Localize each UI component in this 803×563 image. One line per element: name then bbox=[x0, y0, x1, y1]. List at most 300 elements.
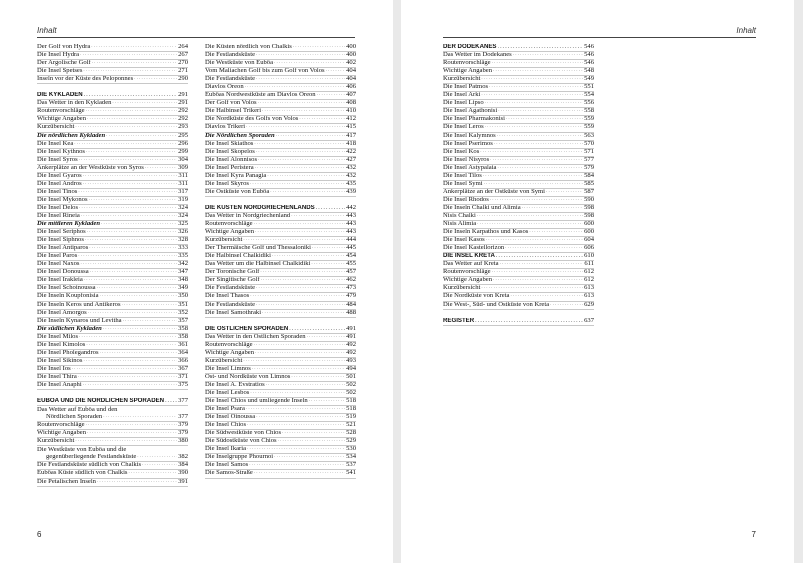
toc-entry-title: Die Halbinsel Chalkidiki bbox=[205, 253, 271, 260]
toc-entry-title: Die Insel Astypalaia bbox=[443, 164, 497, 171]
toc-page-number: 335 bbox=[178, 253, 188, 260]
toc-entry bbox=[205, 68, 356, 76]
toc-entry bbox=[205, 237, 356, 245]
header-rule bbox=[443, 37, 756, 38]
toc-section-heading bbox=[37, 92, 188, 100]
toc-page-number: 598 bbox=[584, 212, 594, 219]
dot-leader bbox=[261, 277, 346, 284]
toc-entry-title: Kurzübersicht bbox=[37, 438, 75, 445]
toc-entry-title: Die Insel Pholegandros bbox=[37, 349, 99, 356]
toc-page-number: 347 bbox=[178, 269, 188, 276]
dot-leader bbox=[485, 100, 583, 107]
toc-page-number: 402 bbox=[346, 60, 356, 67]
dot-leader bbox=[311, 261, 345, 268]
toc-entry bbox=[205, 285, 356, 293]
toc-page-number: 613 bbox=[584, 285, 594, 292]
toc-entry-title: Die Inseln Chalki und Alimia bbox=[443, 204, 521, 211]
dot-leader bbox=[496, 253, 583, 260]
dot-leader bbox=[492, 269, 584, 276]
toc-section-heading bbox=[205, 205, 356, 213]
toc-entry bbox=[205, 374, 356, 382]
dot-leader bbox=[78, 374, 177, 381]
dot-leader bbox=[84, 92, 177, 99]
toc-entry-title: Der Singitische Golf bbox=[205, 277, 260, 284]
toc-entry-title: Euböas Küste südlich von Chalkis bbox=[37, 470, 128, 477]
dot-leader bbox=[80, 52, 177, 59]
toc-entry-title: Die Insel Kastellorizon bbox=[443, 245, 505, 252]
section-spacer bbox=[205, 197, 356, 205]
dot-leader bbox=[266, 382, 345, 389]
toc-entry-title: Die Insel Kea bbox=[37, 140, 74, 147]
toc-page-number: 559 bbox=[584, 116, 594, 123]
toc-page-number: 293 bbox=[178, 124, 188, 131]
toc-page-number: 579 bbox=[584, 164, 594, 171]
page-number: 7 bbox=[751, 530, 756, 539]
toc-page-number: 584 bbox=[584, 172, 594, 179]
toc-page-number: 442 bbox=[346, 204, 356, 211]
toc-entry bbox=[37, 438, 188, 446]
toc-entry-title: Die Insel Pharmakonisi bbox=[443, 116, 505, 123]
toc-entry bbox=[37, 302, 188, 310]
dot-leader bbox=[75, 124, 177, 131]
toc-entry bbox=[205, 462, 356, 470]
toc-entry-title: Die nördlichen Kykladen bbox=[37, 132, 106, 139]
toc-entry bbox=[205, 189, 356, 197]
toc-entry-title: Die Insel Pserimos bbox=[443, 140, 493, 147]
toc-page-number: 612 bbox=[584, 277, 594, 284]
dot-leader bbox=[256, 52, 345, 59]
toc-entry-title: DIE INSEL KRETA bbox=[443, 253, 495, 260]
toc-entry bbox=[205, 213, 356, 221]
dot-leader bbox=[481, 285, 583, 292]
toc-page-number: 377 bbox=[178, 398, 188, 405]
toc-entry bbox=[37, 430, 188, 438]
toc-entry bbox=[443, 277, 594, 285]
toc-page-number: 418 bbox=[346, 140, 356, 147]
dot-leader bbox=[137, 454, 177, 461]
toc-page-number: 502 bbox=[346, 390, 356, 397]
toc-entry-title: Die Insel Schoinoussa bbox=[37, 285, 96, 292]
toc-entry bbox=[443, 221, 594, 229]
dot-leader bbox=[282, 430, 345, 437]
toc-section-heading bbox=[443, 44, 594, 52]
toc-page-number: 380 bbox=[178, 438, 188, 445]
toc-page-number: 415 bbox=[346, 124, 356, 131]
dot-leader bbox=[477, 221, 583, 228]
toc-entry-title: Die Insel Samos bbox=[205, 462, 249, 469]
toc-entry bbox=[37, 181, 188, 189]
dot-leader bbox=[258, 157, 345, 164]
toc-entry bbox=[205, 342, 356, 350]
toc-entry bbox=[443, 141, 594, 149]
dot-leader bbox=[254, 342, 346, 349]
dot-leader bbox=[254, 141, 345, 148]
toc-entry bbox=[37, 116, 188, 124]
dot-leader bbox=[134, 76, 177, 83]
toc-entry bbox=[205, 165, 356, 173]
dot-leader bbox=[497, 133, 583, 140]
toc-page-number: 612 bbox=[584, 269, 594, 276]
toc-entry-title: Kurzübersicht bbox=[205, 237, 243, 244]
toc-page-number: 521 bbox=[346, 422, 356, 429]
running-header: Inhalt bbox=[736, 26, 756, 35]
toc-entry-title: Kurzübersicht bbox=[443, 285, 481, 292]
toc-entry bbox=[443, 100, 594, 108]
toc-entry-title: Das Wetter im Dodekanes bbox=[443, 52, 512, 59]
toc-page-number: 358 bbox=[178, 333, 188, 340]
toc-entry bbox=[443, 60, 594, 68]
toc-page-number: 629 bbox=[584, 301, 594, 308]
toc-entry-title: EUBÖA UND DIE NÖRDLICHEN SPORADEN bbox=[37, 398, 165, 405]
running-header: Inhalt bbox=[37, 26, 57, 35]
dot-leader bbox=[250, 293, 345, 300]
dot-leader bbox=[79, 334, 177, 341]
toc-page-number: 491 bbox=[346, 325, 356, 332]
toc-entry-title: Die Insel Thira bbox=[37, 373, 77, 380]
toc-entry-title: Vom Maliachen Golf bis zum Golf von Volos bbox=[205, 68, 325, 75]
toc-page-number: 611 bbox=[584, 261, 594, 268]
toc-entry-title: Die Insel Psara bbox=[205, 406, 245, 413]
toc-entry-title: Die Festlandsküste bbox=[205, 301, 255, 308]
toc-section-heading bbox=[443, 253, 594, 261]
toc-entry bbox=[443, 92, 594, 100]
toc-entry bbox=[443, 189, 594, 197]
toc-entry bbox=[205, 358, 356, 366]
toc-entry-title: Die Festlandsküste bbox=[205, 52, 255, 59]
toc-page-number: 600 bbox=[584, 229, 594, 236]
toc-entry bbox=[205, 173, 356, 181]
dot-leader bbox=[316, 205, 345, 212]
toc-entry bbox=[443, 157, 594, 165]
toc-page-number: 361 bbox=[178, 341, 188, 348]
toc-entry-title: Routenvorschläge bbox=[205, 221, 253, 228]
toc-entry bbox=[205, 454, 356, 462]
toc-page-number: 379 bbox=[178, 430, 188, 437]
toc-entry bbox=[37, 141, 188, 149]
dot-leader bbox=[92, 60, 177, 67]
dot-leader bbox=[317, 92, 346, 99]
toc-page-number: 494 bbox=[346, 365, 356, 372]
toc-page-number: 427 bbox=[346, 156, 356, 163]
page-number: 6 bbox=[37, 530, 42, 539]
dot-leader bbox=[83, 181, 178, 188]
toc-entry-title: Diavlos Trikeri bbox=[205, 124, 246, 131]
toc-entry-title: Die Inselgruppe Phournoi bbox=[205, 454, 274, 461]
toc-entry-title: Die Insel Ikaria bbox=[205, 446, 247, 453]
toc-entry bbox=[37, 68, 188, 76]
toc-entry-title: Die Insel Kasos bbox=[443, 237, 485, 244]
toc-entry bbox=[205, 398, 356, 406]
dot-leader bbox=[484, 181, 584, 188]
dot-leader bbox=[493, 277, 583, 284]
toc-entry-title: Die Insel A. Evstratios bbox=[205, 381, 265, 388]
toc-page-number: 554 bbox=[584, 92, 594, 99]
toc-entry-title: Die Insel Andros bbox=[37, 180, 82, 187]
toc-page-number: 546 bbox=[584, 52, 594, 59]
toc-entry-title: Die Insel Chios und umliegende Inseln bbox=[205, 398, 308, 405]
toc-page-number: 443 bbox=[346, 229, 356, 236]
toc-entry-title: Die Südostküste von Chios bbox=[205, 438, 277, 445]
toc-subsection bbox=[205, 133, 356, 141]
dot-leader bbox=[90, 269, 177, 276]
toc-entry bbox=[37, 124, 188, 132]
dot-leader bbox=[256, 285, 345, 292]
toc-entry bbox=[443, 237, 594, 245]
dot-leader bbox=[78, 253, 177, 260]
toc-entry-title: Die Insel Kythnos bbox=[37, 148, 85, 155]
toc-entry bbox=[37, 173, 188, 181]
toc-page-number: 404 bbox=[346, 68, 356, 75]
dot-leader bbox=[101, 221, 177, 228]
toc-entry-title: Die Inseln Karpathos und Kasos bbox=[443, 229, 529, 236]
toc-page-number: 349 bbox=[178, 285, 188, 292]
dot-leader bbox=[291, 213, 345, 220]
toc-page-number: 518 bbox=[346, 406, 356, 413]
toc-entry bbox=[37, 213, 188, 221]
toc-entry bbox=[205, 229, 356, 237]
toc-page-number: 296 bbox=[178, 140, 188, 147]
toc-entry bbox=[443, 181, 594, 189]
toc-entry-title: Die Insel Leros bbox=[443, 124, 484, 131]
toc-entry bbox=[443, 261, 594, 269]
toc-entry bbox=[443, 116, 594, 124]
dot-leader bbox=[83, 173, 178, 180]
toc-page-number: 439 bbox=[346, 188, 356, 195]
toc-page-number: 292 bbox=[178, 108, 188, 115]
toc-entry bbox=[37, 229, 188, 237]
toc-entry-title: Euböas Nordwestküste am Diavlos Oreon bbox=[205, 92, 316, 99]
toc-page-number: 606 bbox=[584, 245, 594, 252]
toc-entry-title: Die Insel Donoussa bbox=[37, 269, 89, 276]
toc-column-1 bbox=[37, 44, 188, 487]
dot-leader bbox=[254, 221, 346, 228]
dot-leader bbox=[522, 205, 583, 212]
toc-entry-title: Die Insel Delos bbox=[37, 204, 79, 211]
toc-entry bbox=[205, 414, 356, 422]
dot-leader bbox=[546, 189, 583, 196]
dot-leader bbox=[505, 245, 583, 252]
toc-entry-title: Die Festlandsküste bbox=[205, 76, 255, 83]
toc-page-number: 473 bbox=[346, 285, 356, 292]
toc-page-number: 400 bbox=[346, 52, 356, 59]
section-spacer bbox=[205, 318, 356, 326]
toc-entry-title: Die Inseln Koupfonisia bbox=[37, 293, 99, 300]
toc-entry-title: Die Insel Skopelos bbox=[205, 148, 255, 155]
toc-page-number: 348 bbox=[178, 277, 188, 284]
toc-entry bbox=[37, 470, 188, 478]
toc-entry-title: Die Insel Kyra Panagia bbox=[205, 172, 267, 179]
toc-entry bbox=[443, 205, 594, 213]
toc-entry-title: Die Insel Skyros bbox=[205, 180, 249, 187]
dot-leader bbox=[83, 68, 177, 75]
dot-leader bbox=[500, 261, 584, 268]
toc-entry bbox=[205, 92, 356, 100]
toc-entry bbox=[205, 382, 356, 390]
toc-entry-title: DIE KÜSTEN NORDGRIECHENLANDS bbox=[205, 204, 315, 211]
toc-entry-title: Die Nordküste des Golfs von Volos bbox=[205, 116, 299, 123]
toc-page-number: 600 bbox=[584, 221, 594, 228]
toc-entry-title: Diavlos Oreon bbox=[205, 84, 244, 91]
toc-entry bbox=[205, 52, 356, 60]
dot-leader bbox=[89, 245, 177, 252]
toc-entry-title: Das Wetter auf Kreta bbox=[443, 261, 499, 268]
dot-leader bbox=[513, 52, 583, 59]
dot-leader bbox=[79, 205, 177, 212]
toc-entry-title: Die Nördlichen Sporaden bbox=[205, 132, 275, 139]
toc-entry bbox=[443, 293, 594, 301]
toc-page-number: 342 bbox=[178, 261, 188, 268]
toc-entry-title: Kurzübersicht bbox=[443, 76, 481, 83]
toc-page-number: 311 bbox=[178, 180, 188, 187]
toc-entry bbox=[443, 197, 594, 205]
dot-leader bbox=[481, 76, 583, 83]
toc-page-number: 610 bbox=[584, 253, 594, 260]
toc-entry-title: Die Westküste von Euböa bbox=[205, 60, 274, 67]
toc-entry-title: gegenüberliegende Festlandsküste bbox=[46, 454, 137, 461]
toc-entry bbox=[205, 116, 356, 124]
toc-page-number: 291 bbox=[178, 100, 188, 107]
toc-entry-title: Die Insel Anaphi bbox=[37, 381, 82, 388]
dot-leader bbox=[91, 44, 177, 51]
dot-leader bbox=[486, 237, 583, 244]
toc-subsection bbox=[37, 133, 188, 141]
toc-page-number: 462 bbox=[346, 277, 356, 284]
toc-entry bbox=[443, 302, 594, 310]
toc-page-number: 352 bbox=[178, 309, 188, 316]
toc-entry-title: Wichtige Angaben bbox=[205, 349, 254, 356]
toc-entry-title: Die Insel Siphnos bbox=[37, 237, 84, 244]
toc-entry-title: Die Insel Symi bbox=[443, 180, 483, 187]
toc-entry-title: Routenvorschläge bbox=[37, 108, 85, 115]
toc-entry bbox=[443, 229, 594, 237]
dot-leader bbox=[494, 141, 583, 148]
toc-entry-title: REGISTER bbox=[443, 317, 475, 324]
toc-entry-title: Nisis Alimia bbox=[443, 221, 477, 228]
toc-page-number: 530 bbox=[346, 446, 356, 453]
toc-page-number: 604 bbox=[584, 237, 594, 244]
toc-entry-title: Der Thermäische Golf und Thessaloniki bbox=[205, 245, 311, 252]
dot-leader bbox=[477, 213, 583, 220]
toc-entry bbox=[205, 108, 356, 116]
toc-entry-title: Die Insel Paros bbox=[37, 253, 78, 260]
toc-entry-title: DIE KYKLADEN bbox=[37, 92, 83, 99]
toc-entry-title: Wichtige Angaben bbox=[205, 229, 254, 236]
toc-entry-title: Der Golf von Hydra bbox=[37, 44, 91, 50]
dot-leader bbox=[122, 302, 178, 309]
toc-entry bbox=[205, 334, 356, 342]
toc-page-number: 292 bbox=[178, 116, 188, 123]
toc-entry-title: Die Petalischen Inseln bbox=[37, 478, 96, 485]
dot-leader bbox=[267, 173, 345, 180]
toc-page-number: 406 bbox=[346, 84, 356, 91]
toc-entry bbox=[443, 68, 594, 76]
dot-leader bbox=[247, 422, 345, 429]
dot-leader bbox=[307, 334, 346, 341]
toc-entry bbox=[37, 462, 188, 470]
toc-entry-title: Die Insel Nisyros bbox=[443, 156, 490, 163]
toc-page-number: 549 bbox=[584, 76, 594, 83]
toc-entry bbox=[443, 245, 594, 253]
toc-page-number: 350 bbox=[178, 293, 188, 300]
toc-entry bbox=[37, 261, 188, 269]
toc-entry bbox=[37, 60, 188, 68]
toc-entry-title: Kurzübersicht bbox=[37, 124, 75, 131]
toc-entry bbox=[37, 197, 188, 205]
toc-entry-title: Die Halbinsel Trikeri bbox=[205, 108, 262, 115]
dot-leader bbox=[255, 165, 345, 172]
dot-leader bbox=[312, 245, 345, 252]
toc-entry bbox=[205, 350, 356, 358]
toc-entry-title: Die Insel Agathonisi bbox=[443, 108, 498, 115]
toc-entry-title: Die Insel Naxos bbox=[37, 261, 80, 268]
dot-leader bbox=[123, 318, 178, 325]
toc-page-number: 382 bbox=[178, 454, 188, 461]
toc-entry bbox=[443, 285, 594, 293]
toc-entry-title: Das Wetter in den Östlichen Sporaden bbox=[205, 333, 306, 340]
toc-page-number: 492 bbox=[346, 341, 356, 348]
toc-entry bbox=[37, 342, 188, 350]
dot-leader bbox=[498, 44, 584, 51]
toc-page-number: 484 bbox=[346, 301, 356, 308]
toc-entry bbox=[205, 149, 356, 157]
dot-leader bbox=[245, 84, 345, 91]
left-page bbox=[0, 0, 393, 563]
dot-leader bbox=[243, 237, 345, 244]
toc-entry-title: Routenvorschläge bbox=[205, 341, 253, 348]
toc-entry bbox=[205, 446, 356, 454]
toc-entry-title: Die Inseln Keros und Antikeros bbox=[37, 301, 121, 308]
toc-page-number: 443 bbox=[346, 221, 356, 228]
toc-page-number: 375 bbox=[178, 381, 188, 388]
dot-leader bbox=[550, 302, 583, 309]
toc-entry-title: Die Südwestküste von Chios bbox=[205, 430, 282, 437]
toc-page-number: 324 bbox=[178, 204, 188, 211]
dot-leader bbox=[243, 358, 345, 365]
toc-page-number: 529 bbox=[346, 438, 356, 445]
toc-entry-title: Wichtige Angaben bbox=[37, 430, 86, 437]
toc-entry-title: Die Insel Chios bbox=[205, 422, 247, 429]
toc-page-number: 422 bbox=[346, 148, 356, 155]
toc-entry bbox=[443, 165, 594, 173]
toc-entry-title: Das Wetter in den Kykladen bbox=[37, 100, 112, 107]
toc-entry-title: Die Insel Samothraki bbox=[205, 309, 262, 316]
toc-entry bbox=[205, 302, 356, 310]
toc-entry-title: Nördlichen Sporaden bbox=[46, 414, 103, 421]
dot-leader bbox=[270, 189, 345, 196]
dot-leader bbox=[278, 438, 345, 445]
toc-entry bbox=[443, 84, 594, 92]
toc-page-number: 304 bbox=[178, 156, 188, 163]
toc-entry-title: Die Insel Patmos bbox=[443, 84, 489, 91]
dot-leader bbox=[299, 116, 345, 123]
toc-page-number: 502 bbox=[346, 381, 356, 388]
dot-leader bbox=[481, 92, 583, 99]
toc-entry-title: Routenvorschläge bbox=[443, 60, 491, 67]
toc-page-number: 559 bbox=[584, 124, 594, 131]
toc-page-number: 518 bbox=[346, 398, 356, 405]
toc-entry bbox=[443, 124, 594, 132]
toc-page-number: 577 bbox=[584, 156, 594, 163]
toc-entry bbox=[205, 44, 356, 52]
toc-section-heading bbox=[443, 318, 594, 326]
toc-entry-title: Die Insel Antiparos bbox=[37, 245, 89, 252]
section-spacer bbox=[37, 390, 188, 398]
toc-section-heading bbox=[205, 326, 356, 334]
toc-entry-title: DER DODEKANES bbox=[443, 44, 497, 50]
toc-entry bbox=[37, 277, 188, 285]
dot-leader bbox=[100, 350, 178, 357]
toc-page-number: 299 bbox=[178, 148, 188, 155]
